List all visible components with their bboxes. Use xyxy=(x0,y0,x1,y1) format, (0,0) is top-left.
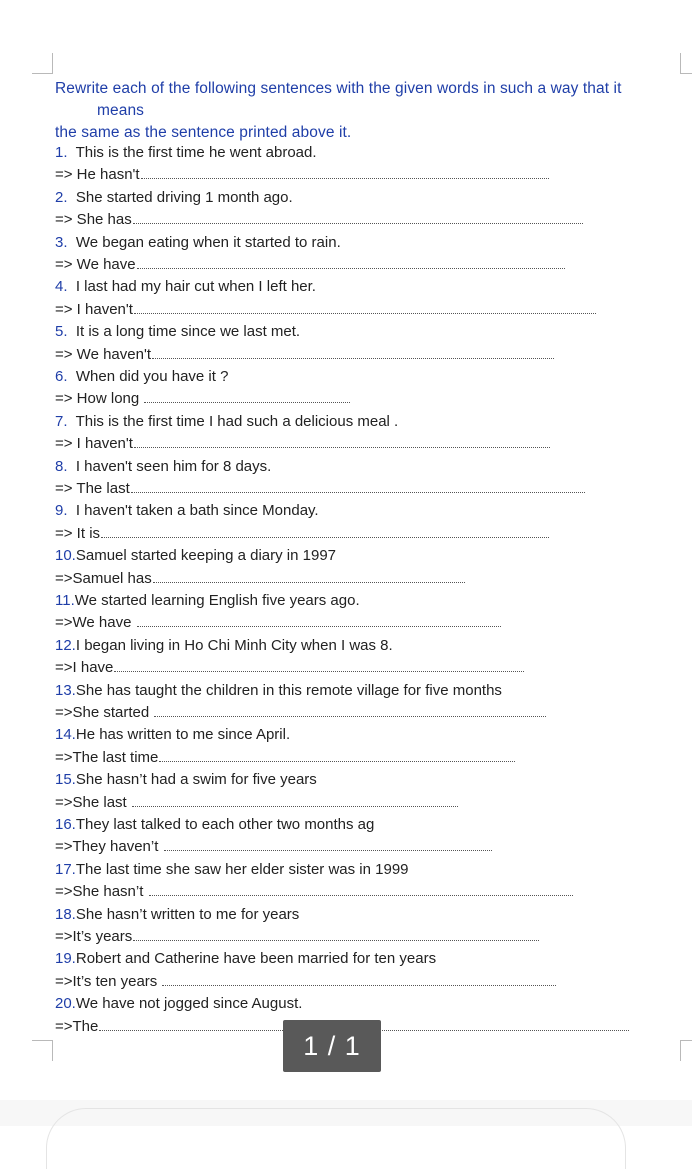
exercise-number: 2. xyxy=(55,188,68,206)
question-text: Robert and Catherine have been married for ten years xyxy=(75,950,437,968)
exercise-item xyxy=(55,680,655,725)
question-text: She has taught the children in this remote village for five months xyxy=(75,681,502,699)
answer-prompt: => The last xyxy=(55,479,130,497)
question-text: When did you have it ? xyxy=(67,367,229,385)
question-text: They last talked to each other two months ag xyxy=(75,815,375,833)
exercise-number: 16. xyxy=(55,815,76,833)
exercise-item xyxy=(55,366,655,411)
exercise-number: 8. xyxy=(55,457,68,475)
exercise-number: 9. xyxy=(55,502,68,520)
question-text: We have not jogged since August. xyxy=(75,995,303,1013)
answer-line[interactable] xyxy=(55,523,655,545)
instructions-heading xyxy=(55,78,685,144)
answer-prompt: =>It’s ten years xyxy=(55,972,162,990)
exercise-number: 19. xyxy=(55,950,76,968)
exercise-question xyxy=(55,769,655,791)
answer-line[interactable] xyxy=(55,299,655,321)
answer-prompt: =>She last xyxy=(55,793,131,811)
question-text: We started learning English five years ago. xyxy=(74,591,360,609)
exercise-question xyxy=(55,993,655,1015)
answer-prompt: =>She started xyxy=(55,703,154,721)
exercise-number: 7. xyxy=(55,412,68,430)
exercise-number: 11. xyxy=(55,591,75,609)
question-text: We began eating when it started to rain. xyxy=(67,233,341,251)
answer-line[interactable] xyxy=(55,433,655,455)
answer-line[interactable] xyxy=(55,657,655,679)
answer-blank[interactable] xyxy=(154,715,546,717)
question-text: I haven't seen him for 8 days. xyxy=(67,457,272,475)
answer-line[interactable] xyxy=(55,971,655,993)
exercise-number: 1. xyxy=(55,144,68,161)
answer-prompt: =>She hasn’t xyxy=(55,883,148,901)
exercise-number: 6. xyxy=(55,367,68,385)
exercise-question xyxy=(55,500,655,522)
page-corner-top-right xyxy=(680,53,692,74)
exercise-item xyxy=(55,904,655,949)
answer-line[interactable] xyxy=(55,926,655,948)
answer-prompt: =>Samuel has xyxy=(55,569,152,587)
exercise-question xyxy=(55,276,655,298)
answer-line[interactable] xyxy=(55,164,655,186)
page-corner-top-left xyxy=(32,53,53,74)
exercise-item xyxy=(55,276,655,321)
heading-line-3: the same as the sentence printed above it. xyxy=(55,124,352,141)
answer-blank[interactable] xyxy=(141,177,549,179)
question-text: This is the first time he went abroad. xyxy=(67,144,317,161)
exercise-number: 14. xyxy=(55,726,76,744)
answer-line[interactable] xyxy=(55,388,655,410)
exercise-question xyxy=(55,411,655,433)
exercise-number: 20. xyxy=(55,995,76,1013)
exercise-question xyxy=(55,366,655,388)
answer-blank[interactable] xyxy=(153,581,465,583)
exercise-item xyxy=(55,187,655,232)
question-text: The last time she saw her elder sister was in 1999 xyxy=(75,860,409,878)
exercise-number: 13. xyxy=(55,681,76,699)
question-text: It is a long time since we last met. xyxy=(67,323,301,341)
answer-blank[interactable] xyxy=(132,805,458,807)
exercise-item xyxy=(55,142,655,187)
answer-blank[interactable] xyxy=(159,760,515,762)
heading-line-2: means xyxy=(97,102,145,119)
exercise-question xyxy=(55,232,655,254)
exercise-number: 3. xyxy=(55,233,68,251)
question-text: She started driving 1 month ago. xyxy=(67,188,293,206)
answer-prompt: => We have xyxy=(55,255,136,273)
answer-prompt: =>I have xyxy=(55,659,114,677)
answer-line[interactable] xyxy=(55,747,655,769)
bottom-sheet-edge xyxy=(46,1108,626,1169)
exercise-item xyxy=(55,814,655,859)
exercise-question xyxy=(55,859,655,881)
exercise-question xyxy=(55,456,655,478)
exercise-number: 4. xyxy=(55,278,68,296)
exercise-question xyxy=(55,142,655,164)
exercise-item xyxy=(55,321,655,366)
exercise-question xyxy=(55,635,655,657)
answer-line[interactable] xyxy=(55,209,655,231)
answer-line[interactable] xyxy=(55,792,655,814)
question-text: She hasn’t had a swim for five years xyxy=(75,771,317,789)
question-text: I haven't taken a bath since Monday. xyxy=(67,502,319,520)
answer-blank[interactable] xyxy=(134,312,596,314)
question-text: She hasn’t written to me for years xyxy=(75,905,300,923)
exercise-question xyxy=(55,545,655,567)
answer-blank[interactable] xyxy=(133,939,539,941)
question-text: I began living in Ho Chi Minh City when I was 8. xyxy=(75,636,393,654)
exercise-item xyxy=(55,635,655,680)
answer-blank[interactable] xyxy=(101,536,549,538)
exercise-question xyxy=(55,814,655,836)
exercise-item xyxy=(55,769,655,814)
exercise-number: 5. xyxy=(55,323,68,341)
answer-blank[interactable] xyxy=(164,849,492,851)
answer-prompt: => We haven't xyxy=(55,345,151,363)
answer-prompt: =>They haven’t xyxy=(55,838,163,856)
exercise-item xyxy=(55,948,655,993)
answer-line[interactable] xyxy=(55,344,655,366)
exercise-number: 12. xyxy=(55,636,76,654)
question-text: This is the first time I had such a delicious meal . xyxy=(67,412,399,430)
answer-line[interactable] xyxy=(55,612,655,634)
exercise-item xyxy=(55,859,655,904)
answer-line[interactable] xyxy=(55,702,655,724)
answer-blank[interactable] xyxy=(152,357,554,359)
answer-blank[interactable] xyxy=(137,267,565,269)
answer-prompt: =>The last time xyxy=(55,748,159,766)
page-corner-bottom-right xyxy=(680,1040,692,1061)
exercise-number: 17. xyxy=(55,860,76,878)
answer-prompt: => It is xyxy=(55,524,101,542)
answer-line[interactable] xyxy=(55,881,655,903)
exercise-item xyxy=(55,456,655,501)
page-indicator: 1 / 1 xyxy=(283,1020,381,1072)
question-text: Samuel started keeping a diary in 1997 xyxy=(75,547,337,565)
answer-blank[interactable] xyxy=(149,894,573,896)
answer-prompt: => I haven't xyxy=(55,300,133,318)
answer-line[interactable] xyxy=(55,254,655,276)
exercise-item xyxy=(55,590,655,635)
answer-blank[interactable] xyxy=(162,984,556,986)
answer-blank[interactable] xyxy=(137,625,501,627)
exercise-question xyxy=(55,680,655,702)
exercise-question xyxy=(55,904,655,926)
answer-prompt: =>It’s years xyxy=(55,927,133,945)
answer-line[interactable] xyxy=(55,836,655,858)
answer-line[interactable] xyxy=(55,478,655,500)
page-corner-bottom-left xyxy=(32,1040,53,1061)
answer-prompt: => I haven't xyxy=(55,435,133,453)
exercise-list xyxy=(55,142,655,1038)
answer-blank[interactable] xyxy=(134,446,550,448)
exercise-question xyxy=(55,590,655,612)
exercise-number: 18. xyxy=(55,905,76,923)
answer-prompt: => He hasn't xyxy=(55,166,140,184)
exercise-number: 15. xyxy=(55,771,76,789)
answer-prompt: => How long xyxy=(55,390,144,408)
heading-line-1: Rewrite each of the following sentences with the given words in such a way that it xyxy=(55,80,622,97)
exercise-item xyxy=(55,232,655,277)
exercise-question xyxy=(55,948,655,970)
exercise-question xyxy=(55,187,655,209)
exercise-item xyxy=(55,500,655,545)
answer-line[interactable] xyxy=(55,568,655,590)
answer-blank[interactable] xyxy=(133,222,583,224)
answer-blank[interactable] xyxy=(144,401,350,403)
exercise-question xyxy=(55,321,655,343)
exercise-question xyxy=(55,724,655,746)
exercise-item xyxy=(55,411,655,456)
exercise-number: 10. xyxy=(55,547,76,565)
answer-prompt: => She has xyxy=(55,211,132,229)
question-text: I last had my hair cut when I left her. xyxy=(67,278,316,296)
answer-prompt: =>We have xyxy=(55,614,136,632)
exercise-item xyxy=(55,545,655,590)
answer-blank[interactable] xyxy=(114,670,524,672)
question-text: He has written to me since April. xyxy=(75,726,291,744)
exercise-item xyxy=(55,724,655,769)
answer-prompt: =>The xyxy=(55,1017,99,1035)
answer-blank[interactable] xyxy=(131,491,585,493)
